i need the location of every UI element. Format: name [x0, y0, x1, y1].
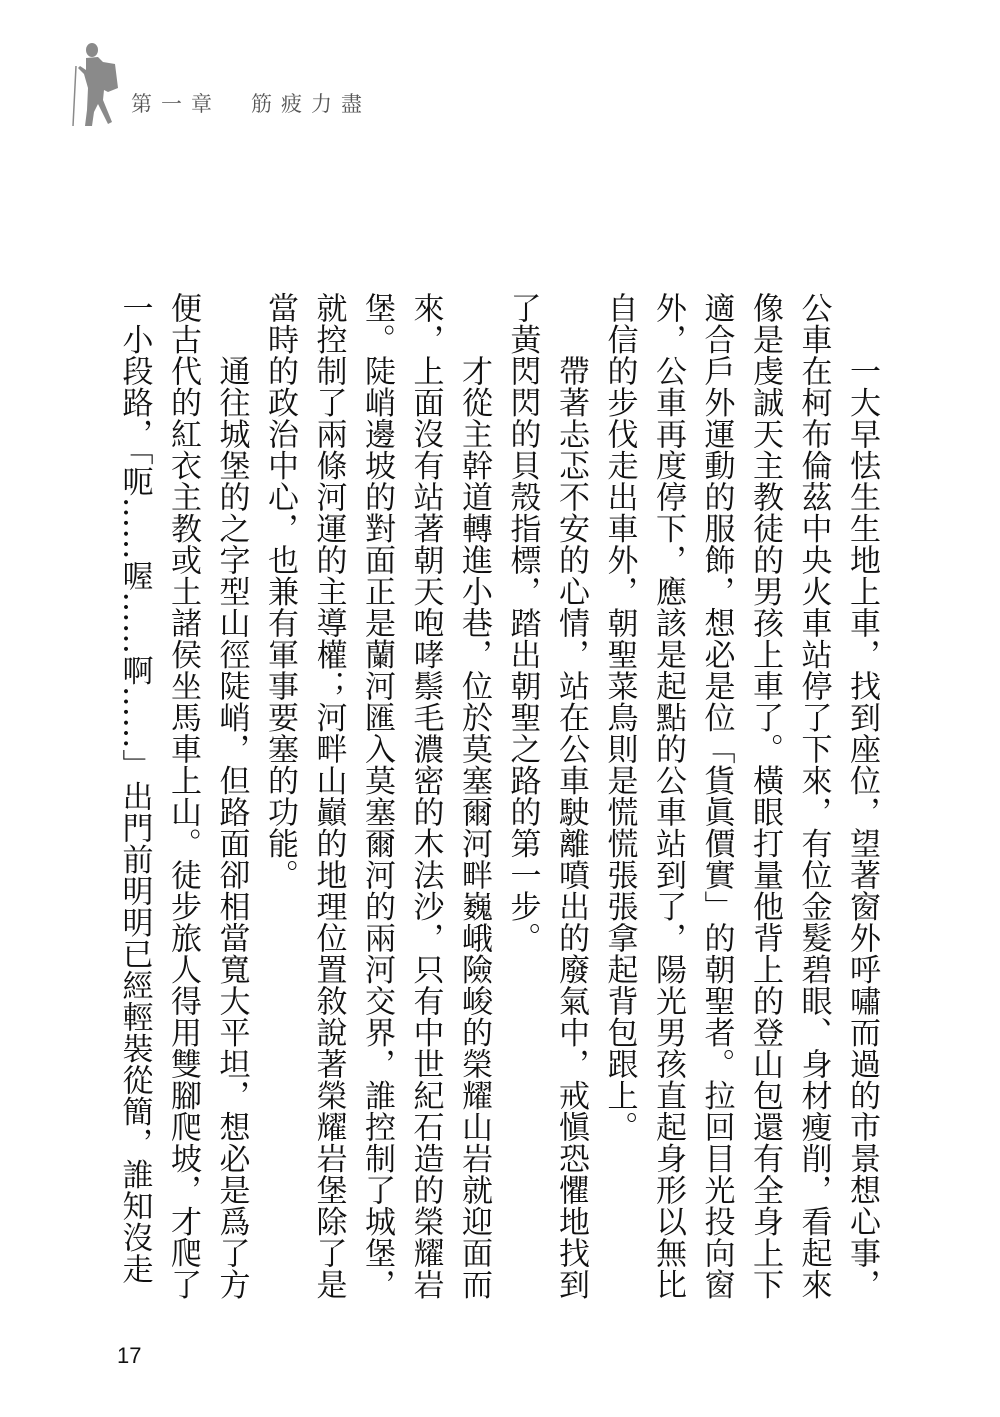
chapter-title: 第一章 筋疲力盡 [131, 92, 371, 116]
text-line: 堡。陡峭邊坡的對面正是蘭河匯入莫塞爾河的兩河交界，誰控制了城堡， [359, 292, 395, 1300]
text-line: 一小段路，「呃……喔……啊……」出門前明明已經輕裝從簡，誰知沒走 [116, 292, 153, 1285]
text-line: 適合戶外運動的服飾，想必是位「貨眞價實」的朝聖者。拉回目光投向窗 [698, 292, 735, 1300]
hiker-silhouette-icon [70, 38, 130, 130]
text-line: 才從主幹道轉進小巷，位於莫塞爾河畔巍峨險峻的榮耀山岩就迎面而 [456, 355, 492, 1300]
text-line: 外，公車再度停下，應該是起點的公車站到了，陽光男孩直起身形以無比 [650, 292, 686, 1300]
page-number: 17 [117, 1343, 142, 1368]
text-line: 公車在柯布倫茲中央火車站停了下來，有位金髮碧眼、身材瘦削，看起來 [795, 292, 832, 1300]
text-line: 來，上面沒有站著朝天咆哮鬃毛濃密的木法沙，只有中世紀石造的榮耀岩 [407, 292, 444, 1300]
text-line: 了黃閃閃的貝殼指標，踏出朝聖之路的第一步。 [504, 292, 541, 954]
text-line: 帶著忐忑不安的心情，站在公車駛離噴出的廢氣中，戒愼恐懼地找到 [553, 355, 589, 1300]
body-text [110, 292, 886, 1307]
text-line: 通往城堡的之字型山徑陡峭，但路面卻相當寬大平坦，想必是爲了方 [213, 355, 250, 1300]
text-line: 當時的政治中心，也兼有軍事要塞的功能。 [262, 292, 298, 891]
text-line: 自信的步伐走出車外，朝聖菜鳥則是慌慌張張拿起背包跟上。 [601, 292, 638, 1143]
text-line: 像是虔誠天主教徒的男孩上車了。橫眼打量他背上的登山包還有全身上下 [747, 292, 783, 1300]
text-line: 一大早怯生生地上車，找到座位，望著窗外呼嘯而過的市景想心事， [844, 355, 880, 1300]
text-line: 就控制了兩條河運的主導權；河畔山巓的地理位置敘說著榮耀岩堡除了是 [310, 292, 347, 1300]
text-line: 便古代的紅衣主教或土諸侯坐馬車上山。徒步旅人得用雙腳爬坡，才爬了 [165, 292, 201, 1300]
